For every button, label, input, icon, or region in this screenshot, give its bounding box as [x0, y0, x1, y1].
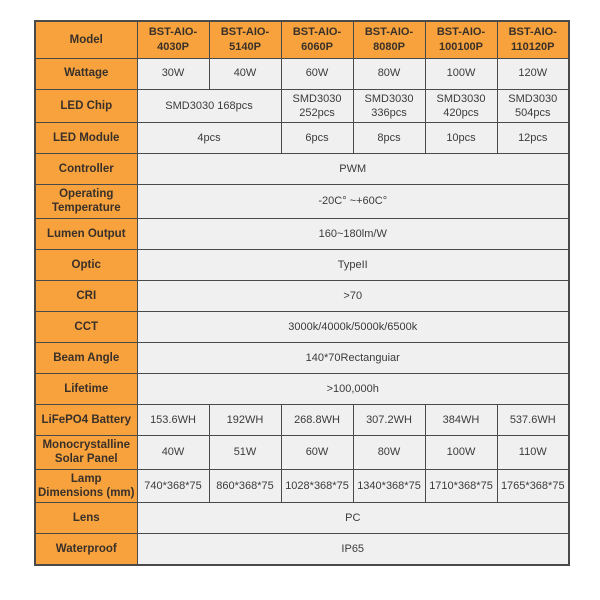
spec-cell: 192WH — [209, 404, 281, 435]
spec-cell: 268.8WH — [281, 404, 353, 435]
model-cell: BST-AIO-6060P — [281, 21, 353, 58]
row-label: Optic — [35, 249, 137, 280]
spec-cell: 100W — [425, 58, 497, 89]
spec-cell: PWM — [137, 154, 569, 185]
row-label: Lens — [35, 503, 137, 534]
row-label: LiFePO4 Battery — [35, 404, 137, 435]
spec-cell: 3000k/4000k/5000k/6500k — [137, 311, 569, 342]
row-label: LED Chip — [35, 89, 137, 123]
spec-table-container — [34, 20, 570, 566]
spec-cell: >100,000h — [137, 373, 569, 404]
row-label: Operating Temperature — [35, 185, 137, 219]
spec-cell: PC — [137, 503, 569, 534]
model-cell: BST-AIO-100100P — [425, 21, 497, 58]
row-label: Monocrystalline Solar Panel — [35, 435, 137, 469]
spec-cell: SMD3030 252pcs — [281, 89, 353, 123]
table-row — [35, 404, 569, 435]
spec-cell: TypeII — [137, 249, 569, 280]
table-row — [35, 58, 569, 89]
table-row — [35, 469, 569, 503]
spec-cell: 51W — [209, 435, 281, 469]
spec-cell: -20C° ~+60C° — [137, 185, 569, 219]
spec-cell: 40W — [209, 58, 281, 89]
table-row — [35, 123, 569, 154]
spec-cell: SMD3030 168pcs — [137, 89, 281, 123]
model-cell: BST-AIO-5140P — [209, 21, 281, 58]
spec-cell: SMD3030 336pcs — [353, 89, 425, 123]
row-label: Lifetime — [35, 373, 137, 404]
spec-table — [34, 20, 570, 566]
spec-cell: 110W — [497, 435, 569, 469]
row-label: CCT — [35, 311, 137, 342]
model-cell: BST-AIO-4030P — [137, 21, 209, 58]
row-label: Wattage — [35, 58, 137, 89]
row-label: Beam Angle — [35, 342, 137, 373]
spec-cell: 160~180lm/W — [137, 218, 569, 249]
table-row — [35, 185, 569, 219]
table-row — [35, 154, 569, 185]
spec-cell: 153.6WH — [137, 404, 209, 435]
spec-cell: 60W — [281, 435, 353, 469]
spec-cell: 40W — [137, 435, 209, 469]
table-row — [35, 503, 569, 534]
row-label: LED Module — [35, 123, 137, 154]
table-row-model — [35, 21, 569, 58]
model-cell: BST-AIO-8080P — [353, 21, 425, 58]
table-row — [35, 89, 569, 123]
spec-cell: 4pcs — [137, 123, 281, 154]
table-row — [35, 218, 569, 249]
spec-cell: 740*368*75 — [137, 469, 209, 503]
model-cell: BST-AIO-110120P — [497, 21, 569, 58]
table-row — [35, 249, 569, 280]
spec-cell: 1765*368*75 — [497, 469, 569, 503]
spec-cell: 307.2WH — [353, 404, 425, 435]
table-row — [35, 435, 569, 469]
spec-cell: SMD3030 420pcs — [425, 89, 497, 123]
spec-cell: 860*368*75 — [209, 469, 281, 503]
spec-cell: >70 — [137, 280, 569, 311]
spec-cell: 80W — [353, 435, 425, 469]
spec-cell: 537.6WH — [497, 404, 569, 435]
spec-cell: SMD3030 504pcs — [497, 89, 569, 123]
table-row — [35, 534, 569, 565]
row-label: Controller — [35, 154, 137, 185]
spec-cell: 1340*368*75 — [353, 469, 425, 503]
table-row — [35, 280, 569, 311]
row-label: Lumen Output — [35, 218, 137, 249]
spec-cell: 140*70Rectanguiar — [137, 342, 569, 373]
spec-table-body — [35, 21, 569, 565]
table-row — [35, 342, 569, 373]
row-label: Waterproof — [35, 534, 137, 565]
spec-cell: 6pcs — [281, 123, 353, 154]
row-label: CRI — [35, 280, 137, 311]
spec-cell: 384WH — [425, 404, 497, 435]
spec-cell: IP65 — [137, 534, 569, 565]
spec-cell: 10pcs — [425, 123, 497, 154]
row-label: Lamp Dimensions (mm) — [35, 469, 137, 503]
spec-cell: 1710*368*75 — [425, 469, 497, 503]
spec-cell: 30W — [137, 58, 209, 89]
spec-cell: 60W — [281, 58, 353, 89]
row-label: Model — [35, 21, 137, 58]
spec-cell: 12pcs — [497, 123, 569, 154]
table-row — [35, 311, 569, 342]
spec-cell: 80W — [353, 58, 425, 89]
spec-cell: 100W — [425, 435, 497, 469]
spec-cell: 8pcs — [353, 123, 425, 154]
spec-cell: 120W — [497, 58, 569, 89]
spec-cell: 1028*368*75 — [281, 469, 353, 503]
table-row — [35, 373, 569, 404]
